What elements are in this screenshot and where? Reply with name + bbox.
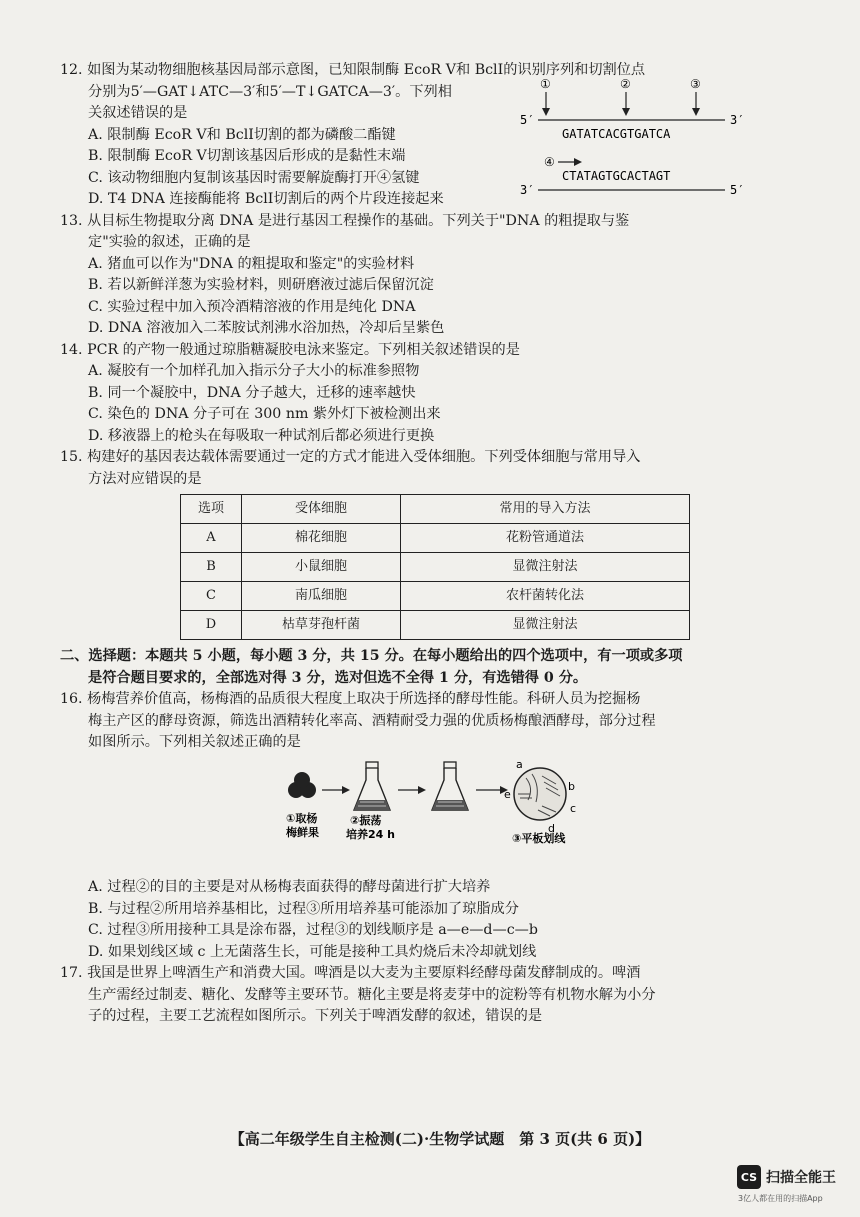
table-header: 常用的导入方法 xyxy=(401,495,690,524)
question-16 xyxy=(60,689,760,963)
zone-label-a: a xyxy=(516,759,523,771)
q12-stem-line2: 分别为5′—GAT↓ATC—3′和5′—T↓GATCA—3′。下列相 xyxy=(88,83,452,100)
marker-1: ① xyxy=(540,77,551,91)
camscanner-name: 扫描全能王 xyxy=(766,1170,836,1186)
q14-option-c: C. 染色的 DNA 分子可在 300 nm 紫外灯下被检测出来 xyxy=(88,406,441,422)
question-14 xyxy=(60,340,760,448)
bottom-strand-5-end: 5′ xyxy=(730,183,745,197)
flask-icon xyxy=(354,762,390,810)
q14-stem: 14. PCR 的产物一般通过琼脂糖凝胶电泳来鉴定。下列相关叙述错误的是 xyxy=(60,341,520,358)
q14-option-b: B. 同一个凝胶中，DNA 分子越大，迁移的速率越快 xyxy=(88,384,416,401)
q13-option-b: B. 若以新鲜洋葱为实验材料，则研磨液过滤后保留沉淀 xyxy=(88,277,434,293)
zone-label-b: b xyxy=(568,779,575,793)
q13-option-c: C. 实验过程中加入预冷酒精溶液的作用是纯化 DNA xyxy=(88,298,416,315)
top-strand-5-end: 5′ xyxy=(520,113,535,127)
marker-4: ④ xyxy=(544,155,555,169)
q13-option-a: A. 猪血可以作为"DNA 的粗提取和鉴定"的实验材料 xyxy=(88,255,415,272)
table-row xyxy=(181,553,690,582)
q12-stem-line3: 关叙述错误的是 xyxy=(88,105,188,121)
q16-stem-line3: 如图所示。下列相关叙述正确的是 xyxy=(88,734,301,750)
table-cell: 棉花细胞 xyxy=(242,524,401,553)
bayberry-icon xyxy=(288,772,316,798)
q13-stem-line1: 13. 从目标生物提取分离 DNA 是进行基因工程操作的基础。下列关于"DNA 的粗提取与鉴 xyxy=(60,212,630,229)
bottom-strand-3-end: 3′ xyxy=(520,183,535,197)
question-13 xyxy=(60,211,760,340)
q17-stem-line3: 子的过程，主要工艺流程如图所示。下列关于啤酒发酵的叙述，错误的是 xyxy=(88,1008,543,1024)
q16-option-b: B. 与过程②所用培养基相比，过程③所用培养基可能添加了琼脂成分 xyxy=(88,900,519,917)
step1-label-line1: ①取杨 xyxy=(286,811,318,825)
step2-label-line2: 培养24 h xyxy=(346,827,395,841)
camscanner-tagline: 3亿人都在用的扫描App xyxy=(738,1194,823,1203)
q13-stem-line2: 定"实验的叙述，正确的是 xyxy=(88,234,251,250)
vector-method-table xyxy=(180,494,690,640)
q16-stem-line1: 16. 杨梅营养价值高，杨梅酒的品质很大程度上取决于所选择的酵母性能。科研人员为挖掘杨 xyxy=(60,691,641,707)
bottom-strand-sequence: CTATAGTGCACTAGT xyxy=(562,169,671,183)
q12-stem-line1: 12. 如图为某动物细胞核基因局部示意图，已知限制酶 EcoR Ⅴ和 BclⅠ的识别序列和切割位点 xyxy=(60,62,646,78)
table-cell: 南瓜细胞 xyxy=(242,582,401,611)
q14-option-d: D. 移液器上的枪头在每吸取一种试剂后都必须进行更换 xyxy=(88,427,435,444)
step3-label: ③平板划线 xyxy=(512,831,566,845)
marker-2: ② xyxy=(620,77,631,91)
q16-option-d: D. 如果划线区域 c 上无菌落生长，可能是接种工具灼烧后未冷却就划线 xyxy=(88,943,537,960)
q14-option-a: A. 凝胶有一个加样孔加入指示分子大小的标准参照物 xyxy=(88,363,420,379)
section-2-header xyxy=(60,646,760,689)
q16-option-c: C. 过程③所用接种工具是涂布器，过程③的划线顺序是 a—e—d—c—b xyxy=(88,922,538,938)
flask-icon xyxy=(432,762,468,810)
table-cell: 枯草芽孢杆菌 xyxy=(242,611,401,640)
zone-label-d: d xyxy=(548,821,555,835)
page-footer: 【高二年级学生自主检测(二)·生物学试题 第 3 页(共 6 页)】 xyxy=(229,1130,651,1148)
table-cell: 显微注射法 xyxy=(401,611,690,640)
table-cell: 显微注射法 xyxy=(401,553,690,582)
q12-option-a: A. 限制酶 EcoR Ⅴ和 BclⅠ切割的都为磷酸二酯键 xyxy=(88,126,396,143)
dna-sequence-diagram xyxy=(520,76,770,226)
q17-stem-line1: 17. 我国是世界上啤酒生产和消费大国。啤酒是以大麦为主要原料经酵母菌发酵制成的。啤酒 xyxy=(60,965,641,981)
camscanner-logo-icon: CS xyxy=(737,1165,761,1189)
q12-option-b: B. 限制酶 EcoR Ⅴ切割该基因后形成的是黏性末端 xyxy=(88,148,406,164)
table-cell: D xyxy=(181,611,242,640)
step1-label-line2: 梅鲜果 xyxy=(286,825,319,839)
table-cell: 花粉管通道法 xyxy=(401,524,690,553)
question-17 xyxy=(60,963,760,1028)
q15-stem-line2: 方法对应错误的是 xyxy=(88,470,202,487)
step2-label-line1: ②振荡 xyxy=(350,813,382,827)
streak-plate-icon xyxy=(514,768,566,820)
q12-option-c: C. 该动物细胞内复制该基因时需要解旋酶打开④氢键 xyxy=(88,169,420,186)
marker-3: ③ xyxy=(690,77,701,91)
q15-stem-line1: 15. 构建好的基因表达载体需要通过一定的方式才能进入受体细胞。下列受体细胞与常用导入 xyxy=(60,449,641,465)
section-2-line2: 是符合题目要求的，全部选对得 3 分，选对但选不全得 1 分，有选错得 0 分。 xyxy=(88,669,588,686)
section-2-line1: 二、选择题：本题共 5 小题，每小题 3 分，共 15 分。在每小题给出的四个选项中，有一项或多项 xyxy=(60,648,683,664)
top-strand-sequence: GATATCACGTGATCA xyxy=(562,127,671,141)
table-header: 选项 xyxy=(181,495,242,524)
question-15 xyxy=(60,447,760,640)
exam-page xyxy=(60,60,760,1028)
table-row xyxy=(181,611,690,640)
zone-label-c: c xyxy=(570,801,577,815)
table-header-row xyxy=(181,495,690,524)
zone-label-e: e xyxy=(504,787,511,801)
table-header: 受体细胞 xyxy=(242,495,401,524)
yeast-screening-flow-diagram xyxy=(280,760,660,870)
q16-option-a: A. 过程②的目的主要是对从杨梅表面获得的酵母菌进行扩大培养 xyxy=(88,879,491,895)
question-12 xyxy=(60,60,760,211)
table-row xyxy=(181,582,690,611)
table-cell: 小鼠细胞 xyxy=(242,553,401,582)
table-cell: B xyxy=(181,553,242,582)
table-cell: A xyxy=(181,524,242,553)
table-cell: C xyxy=(181,582,242,611)
top-strand-3-end: 3′ xyxy=(730,113,745,127)
q12-option-d: D. T4 DNA 连接酶能将 BclⅠ切割后的两个片段连接起来 xyxy=(88,191,444,207)
table-row xyxy=(181,524,690,553)
q16-stem-line2: 梅主产区的酵母资源，筛选出酒精转化率高、酒精耐受力强的优质杨梅酿酒酵母，部分过程 xyxy=(88,712,656,729)
q13-option-d: D. DNA 溶液加入二苯胺试剂沸水浴加热，冷却后呈紫色 xyxy=(88,320,445,336)
q17-stem-line2: 生产需经过制麦、糖化、发酵等主要环节。糖化主要是将麦芽中的淀粉等有机物水解为小分 xyxy=(88,986,656,1003)
table-cell: 农杆菌转化法 xyxy=(401,582,690,611)
